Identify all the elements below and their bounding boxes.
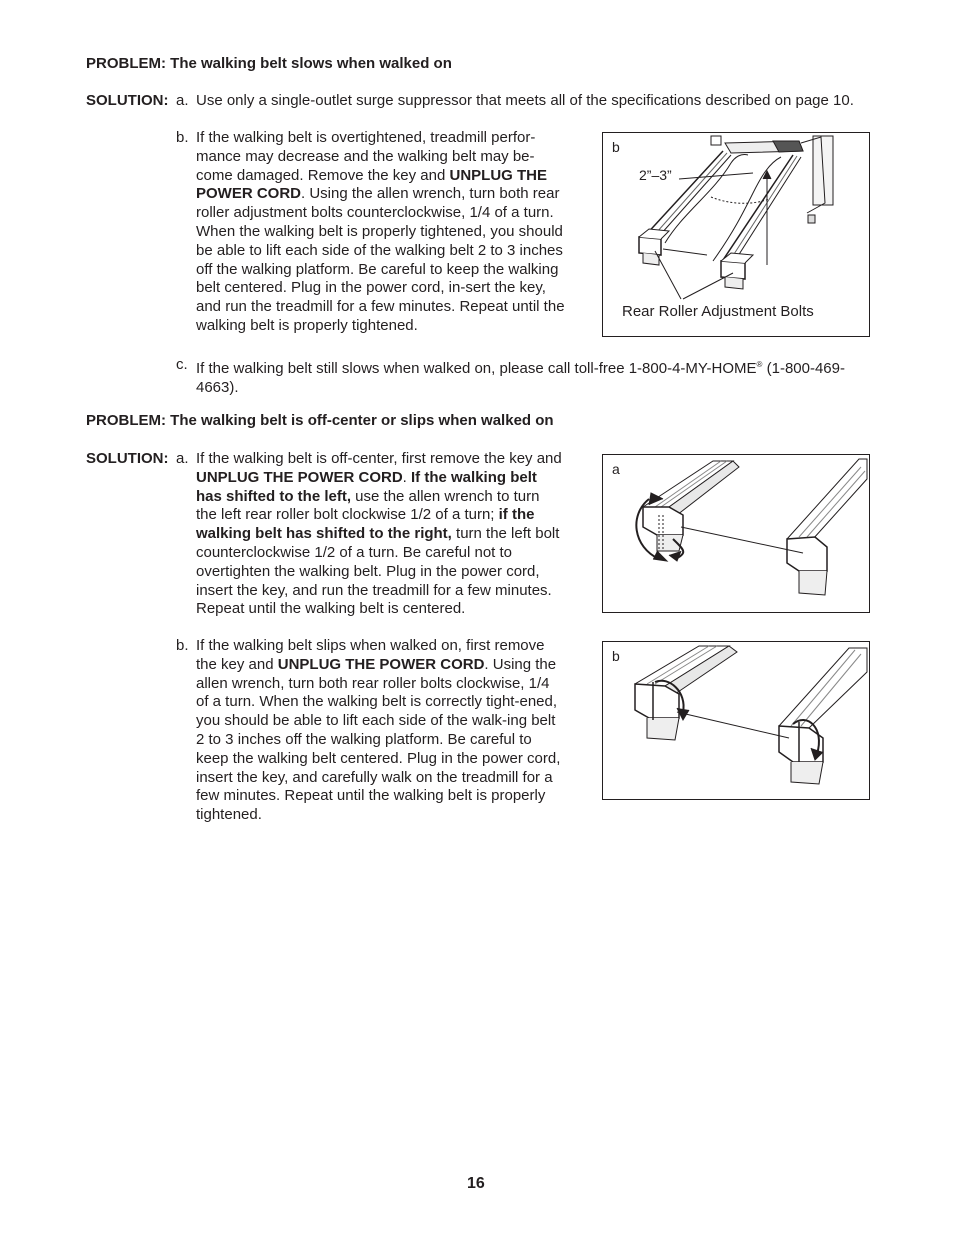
figure-belt-slipping (602, 641, 870, 800)
figure-letter: b (612, 139, 620, 155)
figure-letter: b (612, 648, 620, 664)
page-number: 16 (467, 1175, 485, 1192)
problem-2-solution-label: SOLUTION: (86, 450, 169, 467)
measurement-label: 2”–3” (639, 167, 672, 183)
figure-rear-roller-bolts (602, 132, 870, 337)
problem-2-item-b-text: If the walking belt slips when walked on, first remove the key and UNPLUG THE POWER CORD. Using the allen wrench, turn both rear roller bolts clockwise, 1/4 of a turn. When the walking belt is correctly tight-ened, you should be able to lift each side of the walk-ing belt 2 to 3 inches off the walking platform. Be careful to keep the walking belt centered. Plug in the power cord, insert the key, and carefully walk on the treadmill for a few minutes. Repeat until the walking belt is properly tightened. (196, 637, 561, 824)
problem-1-item-b-text: If the walking belt is overtightened, treadmill perfor-mance may decrease and the walking belt may be-come damaged. Remove the key and UNPLUG THE POWER CORD. Using the allen wrench, turn both rear roller adjustment bolts counterclockwise, 1/4 of a turn. When the walking belt is properly tightened, you should be able to lift each side of the walking belt 2 to 3 inches off the walking platform. Be careful to keep the walking belt centered. Plug in the power cord, in-sert the key, and run the treadmill for a few minutes. Repeat until the walking belt is properly tightened. (196, 129, 565, 334)
rear-roller-both-bolts-illustration (603, 642, 869, 799)
problem-2-item-b-marker: b. (176, 637, 189, 654)
figure-belt-centering (602, 454, 870, 613)
problem-1-item-c-marker: c. (176, 356, 188, 373)
problem-1-item-a-marker: a. (176, 92, 189, 109)
rear-roller-left-bolt-illustration (603, 455, 869, 612)
figure-letter: a (612, 461, 620, 477)
problem-1-item-a-text: Use only a single-outlet surge suppressor that meets all of the specifications described on page 10. (196, 92, 854, 109)
problem-2-heading: PROBLEM: The walking belt is off-center or slips when walked on (86, 412, 554, 429)
problem-2-item-a-text: If the walking belt is off-center, first remove the key and UNPLUG THE POWER CORD. If the walking belt has shifted to the left, use the allen wrench to turn the left rear roller bolt clockwise 1/2 of a turn; if the walking belt has shifted to the right, turn the left bolt counterclockwise 1/2 of a turn. Be careful not to overtighten the walking belt. Plug in the power cord, insert the key, and run the treadmill for a few minutes. Repeat until the walking belt is centered. (196, 450, 562, 618)
problem-1-solution-label: SOLUTION: (86, 92, 169, 109)
figure-caption: Rear Roller Adjustment Bolts (622, 303, 814, 320)
problem-1-item-c-text: If the walking belt still slows when walked on, please call toll-free 1-800-4-MY-HOME® (1-800-469-4663). (196, 360, 845, 396)
problem-2-item-a-marker: a. (176, 450, 189, 467)
problem-1-item-b-marker: b. (176, 129, 189, 146)
problem-1-heading: PROBLEM: The walking belt slows when walked on (86, 55, 452, 72)
